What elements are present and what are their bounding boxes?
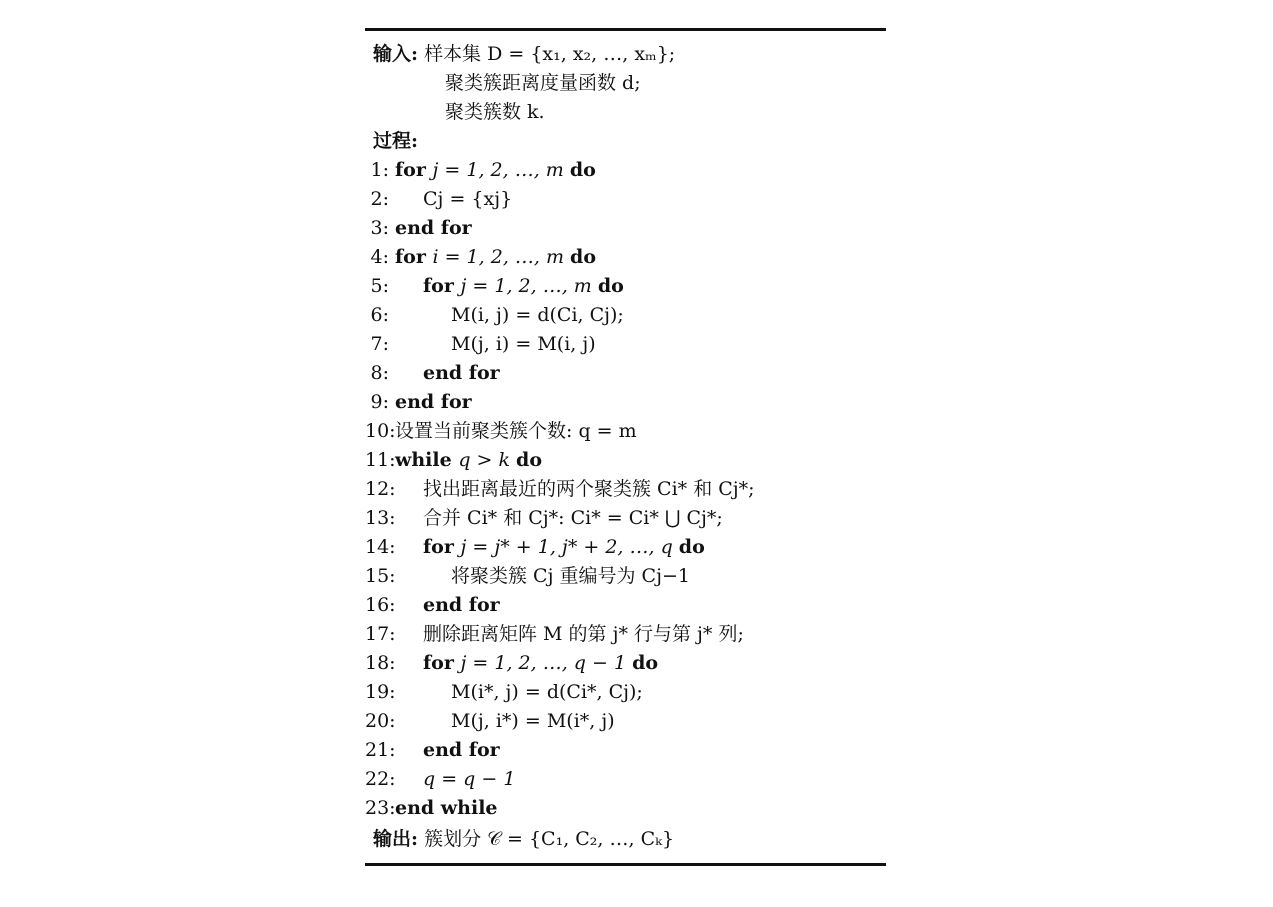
input-line bbox=[373, 40, 675, 69]
algo-line-3: 3: end for bbox=[370, 217, 472, 239]
input-distance-fn: 聚类簇距离度量函数 d; bbox=[445, 72, 641, 94]
process-label: 过程: bbox=[373, 130, 419, 152]
algo-line-12: 12: 找出距离最近的两个聚类簇 Ci* 和 Cj*; bbox=[365, 478, 755, 500]
algo-line-9: 9: end for bbox=[370, 391, 472, 413]
bottom-rule bbox=[365, 863, 886, 866]
algo-line-17: 17: 删除距离矩阵 M 的第 j* 行与第 j* 列; bbox=[365, 623, 744, 645]
algo-line-6: 6: M(i, j) = d(Ci, Cj); bbox=[370, 304, 624, 326]
algo-line-20: 20: M(j, i*) = M(i*, j) bbox=[365, 710, 615, 732]
algo-line-10: 10:设置当前聚类簇个数: q = m bbox=[365, 420, 637, 442]
algo-line-1: 1: for j = 1, 2, …, m do bbox=[370, 159, 596, 181]
algo-line-11: 11:while q > k do bbox=[365, 449, 542, 471]
algo-line-5: 5: for j = 1, 2, …, m do bbox=[370, 275, 624, 297]
input-k-line bbox=[445, 98, 545, 127]
output-text: 簇划分 𝒞 = {C₁, C₂, …, Cₖ} bbox=[424, 828, 675, 850]
top-rule bbox=[365, 28, 886, 31]
algo-line-4: 4: for i = 1, 2, …, m do bbox=[370, 246, 596, 268]
algo-line-19: 19: M(i*, j) = d(Ci*, Cj); bbox=[365, 681, 643, 703]
algo-line-15: 15: 将聚类簇 Cj 重编号为 Cj−1 bbox=[365, 565, 690, 587]
algorithm-box bbox=[365, 28, 886, 870]
algo-line-23: 23:end while bbox=[365, 797, 498, 819]
algo-line-13: 13: 合并 Ci* 和 Cj*: Ci* = Ci* ⋃ Cj*; bbox=[365, 507, 723, 529]
algo-line-7: 7: M(j, i) = M(i, j) bbox=[370, 333, 596, 355]
algo-line-22: 22: q = q − 1 bbox=[365, 768, 516, 790]
algo-line-14: 14: for j = j* + 1, j* + 2, …, q do bbox=[365, 536, 705, 558]
algo-line-16: 16: end for bbox=[365, 594, 500, 616]
output-line bbox=[373, 825, 674, 854]
input-label: 输入: bbox=[373, 43, 419, 65]
input-cluster-count: 聚类簇数 k. bbox=[445, 101, 545, 123]
algo-line-8: 8: end for bbox=[370, 362, 500, 384]
input-distance-line bbox=[445, 69, 641, 98]
algo-line-21: 21: end for bbox=[365, 739, 500, 761]
input-sample-set: 样本集 D = {x₁, x₂, …, xₘ}; bbox=[424, 43, 676, 65]
algo-line-2: 2: Cj = {xj} bbox=[370, 188, 513, 210]
output-label: 输出: bbox=[373, 828, 419, 850]
algo-line-18: 18: for j = 1, 2, …, q − 1 do bbox=[365, 652, 659, 674]
